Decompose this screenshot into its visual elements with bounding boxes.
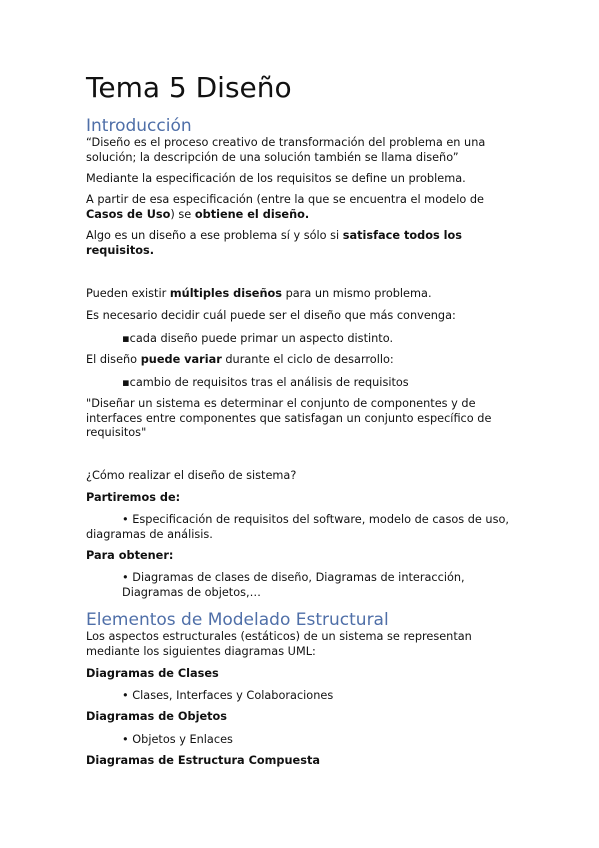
paragraph-structural-aspects: Los aspectos estructurales (estáticos) de un sistema se representan mediante los siguientes diagramas UML: xyxy=(86,630,472,658)
question-text: ¿Cómo realizar el diseño de sistema? xyxy=(86,469,297,482)
bold-text: Diagramas de Objetos xyxy=(86,710,227,723)
text-run: durante el ciclo de desarrollo: xyxy=(221,353,394,366)
bold-text: satisface todos los requisitos. xyxy=(86,229,462,257)
bold-text: Diagramas de Estructura Compuesta xyxy=(86,754,320,767)
bullet-item: ▪cada diseño puede primar un aspecto distinto. xyxy=(122,332,394,345)
text-run: A partir de esa especificación (entre la que se encuentra el modelo de xyxy=(86,193,484,206)
subheading-diagramas-clases xyxy=(86,667,506,682)
bold-text: obtiene el diseño. xyxy=(194,207,310,221)
bullet-item: • Clases, Interfaces y Colaboraciones xyxy=(122,689,334,702)
subheading-diagramas-estructura xyxy=(86,754,506,769)
design-definition-quote: “Diseño es el proceso creativo de transformación del problema en una solución; la descripción de una solución también se llama diseño” xyxy=(86,136,486,164)
bold-text: Para obtener: xyxy=(86,549,174,562)
bullet-item: ▪cambio de requisitos tras el análisis de requisitos xyxy=(122,376,409,389)
paragraph-problem-definition: Mediante la especificación de los requisitos se define un problema. xyxy=(86,172,466,185)
subheading-partiremos xyxy=(86,491,506,506)
paragraph-decide-design: Es necesario decidir cuál puede ser el diseño que más convenga: xyxy=(86,309,456,322)
bullet-item: • Objetos y Enlaces xyxy=(122,733,233,746)
paragraph-multiple-designs xyxy=(86,287,506,302)
bold-text: Diagramas de Clases xyxy=(86,667,219,680)
bold-text: Casos de Uso xyxy=(86,207,171,221)
section-heading-introduccion: Introducción xyxy=(86,116,192,136)
paragraph-use-case-model xyxy=(86,193,506,222)
paragraph-requirements xyxy=(86,229,506,258)
text-run: Pueden existir xyxy=(86,287,170,300)
text-run: ) se xyxy=(170,207,195,221)
system-design-quote: "Diseñar un sistema es determinar el conjunto de componentes y de interfaces entre componentes que satisfagan un conjunto específico de requisitos" xyxy=(86,397,492,439)
bold-text: múltiples diseños xyxy=(169,287,282,300)
bold-text: puede variar xyxy=(140,353,222,366)
subheading-obtener xyxy=(86,549,506,564)
subheading-diagramas-objetos xyxy=(86,710,506,725)
text-run: El diseño xyxy=(86,353,141,366)
bullet-item: • Especificación de requisitos del software, modelo de casos de uso, diagramas de análisis. xyxy=(86,513,509,541)
page-title: Tema 5 Diseño xyxy=(86,71,292,104)
text-run: para un mismo problema. xyxy=(281,287,432,300)
paragraph-design-varies xyxy=(86,353,506,368)
bullet-item: • Diagramas de clases de diseño, Diagramas de interacción, Diagramas de objetos,… xyxy=(122,571,465,599)
section-heading-elementos: Elementos de Modelado Estructural xyxy=(86,610,389,630)
bold-text: Partiremos de: xyxy=(86,491,181,504)
text-run: Algo es un diseño a ese problema sí y sólo si xyxy=(86,229,343,242)
